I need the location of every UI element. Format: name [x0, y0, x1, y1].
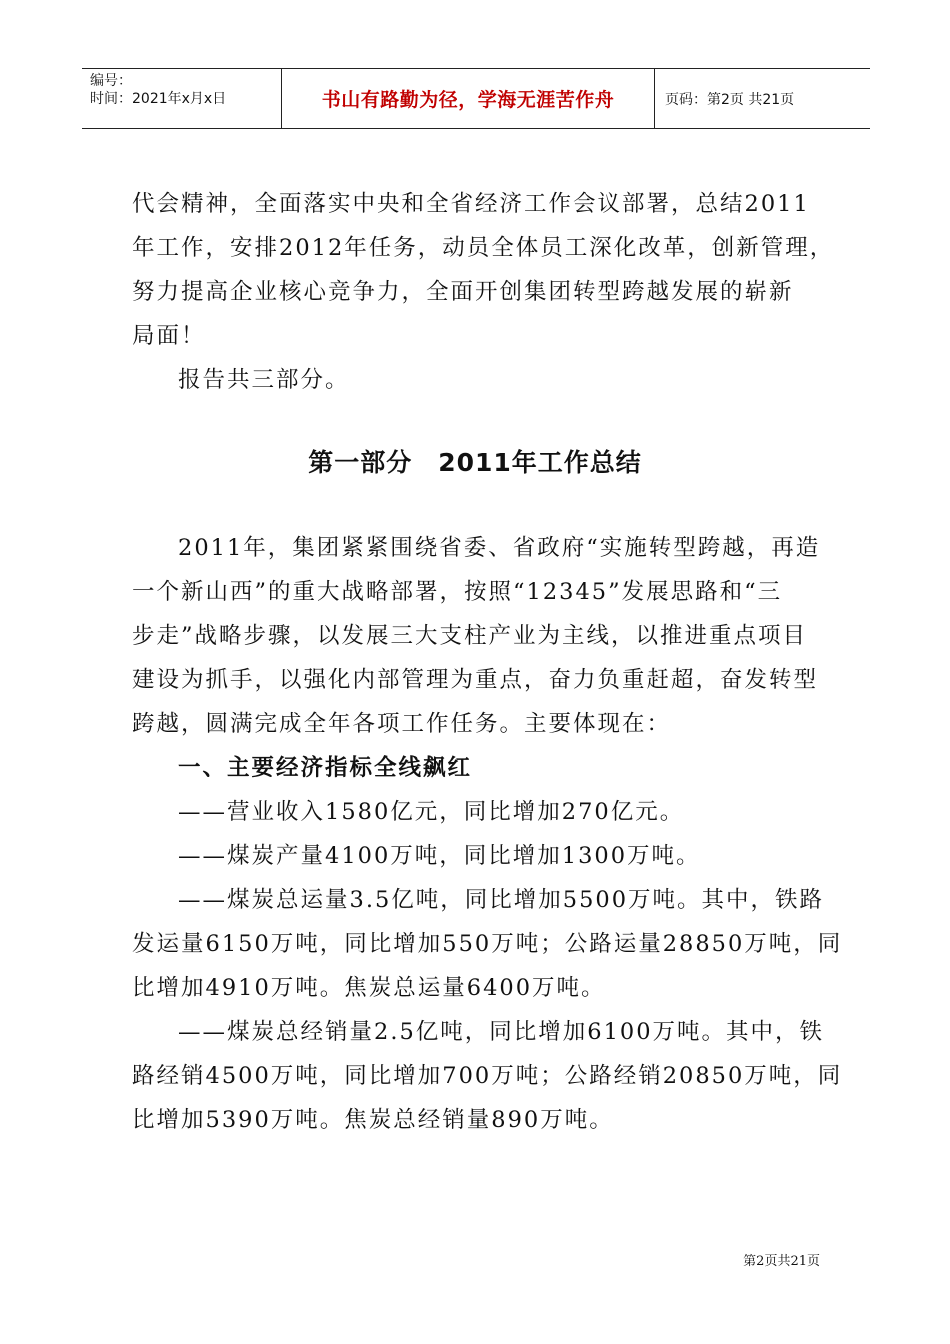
text-line: 局面！	[132, 323, 206, 349]
header-motto-cell	[282, 69, 655, 128]
text-line: 比增加4910万吨。焦炭总运量6400万吨。	[132, 975, 606, 1001]
text-line: ——煤炭总经销量2.5亿吨，同比增加6100万吨。其中，铁	[178, 1019, 825, 1045]
header-page-code: 页码：第2页 共21页	[665, 91, 795, 108]
text-line: ——煤炭总运量3.5亿吨，同比增加5500万吨。其中，铁路	[178, 887, 825, 913]
section-heading: 第一部分 2011年工作总结	[308, 448, 642, 477]
text-line: 年工作，安排2012年任务，动员全体员工深化改革，创新管理，	[132, 235, 835, 261]
text-line: 路经销4500万吨，同比增加700万吨；公路经销20850万吨，同	[132, 1063, 843, 1089]
text-line: 建设为抓手，以强化内部管理为重点，奋力负重赶超，奋发转型	[132, 667, 819, 693]
header-motto: 书山有路勤为径，学海无涯苦作舟	[321, 89, 615, 111]
summary-paragraph	[132, 526, 843, 1142]
page-header	[82, 68, 870, 129]
text-line: 发运量6150万吨，同比增加550万吨；公路运量28850万吨，同	[132, 931, 843, 957]
text-line: 跨越，圆满完成全年各项工作任务。主要体现在：	[132, 711, 672, 737]
text-line: 一个新山西”的重大战略部署，按照“12345”发展思路和“三	[132, 579, 783, 605]
header-meta	[82, 69, 282, 128]
text-line: 努力提高企业核心竞争力，全面开创集团转型跨越发展的崭新	[132, 279, 794, 305]
intro-paragraph	[132, 182, 835, 402]
text-line: 步走”战略步骤，以发展三大支柱产业为主线，以推进重点项目	[132, 623, 808, 649]
document-number-label: 编号：	[90, 73, 132, 89]
coal-output-line: ——煤炭产量4100万吨，同比增加1300万吨。	[178, 843, 701, 869]
text-line: 2011年，集团紧紧围绕省委、省政府“实施转型跨越，再造	[178, 535, 821, 561]
text-line: 代会精神，全面落实中央和全省经济工作会议部署，总结2011	[132, 191, 810, 217]
text-line: 比增加5390万吨。焦炭总经销量890万吨。	[132, 1107, 614, 1133]
report-parts-line: 报告共三部分。	[178, 367, 350, 393]
page-footer-number: 第2页共21页	[743, 1254, 820, 1269]
document-time-label: 时间：2021年x月x日	[90, 91, 227, 107]
subheading-key-indicators: 一、主要经济指标全线飙红	[178, 755, 473, 781]
revenue-line: ——营业收入1580亿元，同比增加270亿元。	[178, 799, 685, 825]
